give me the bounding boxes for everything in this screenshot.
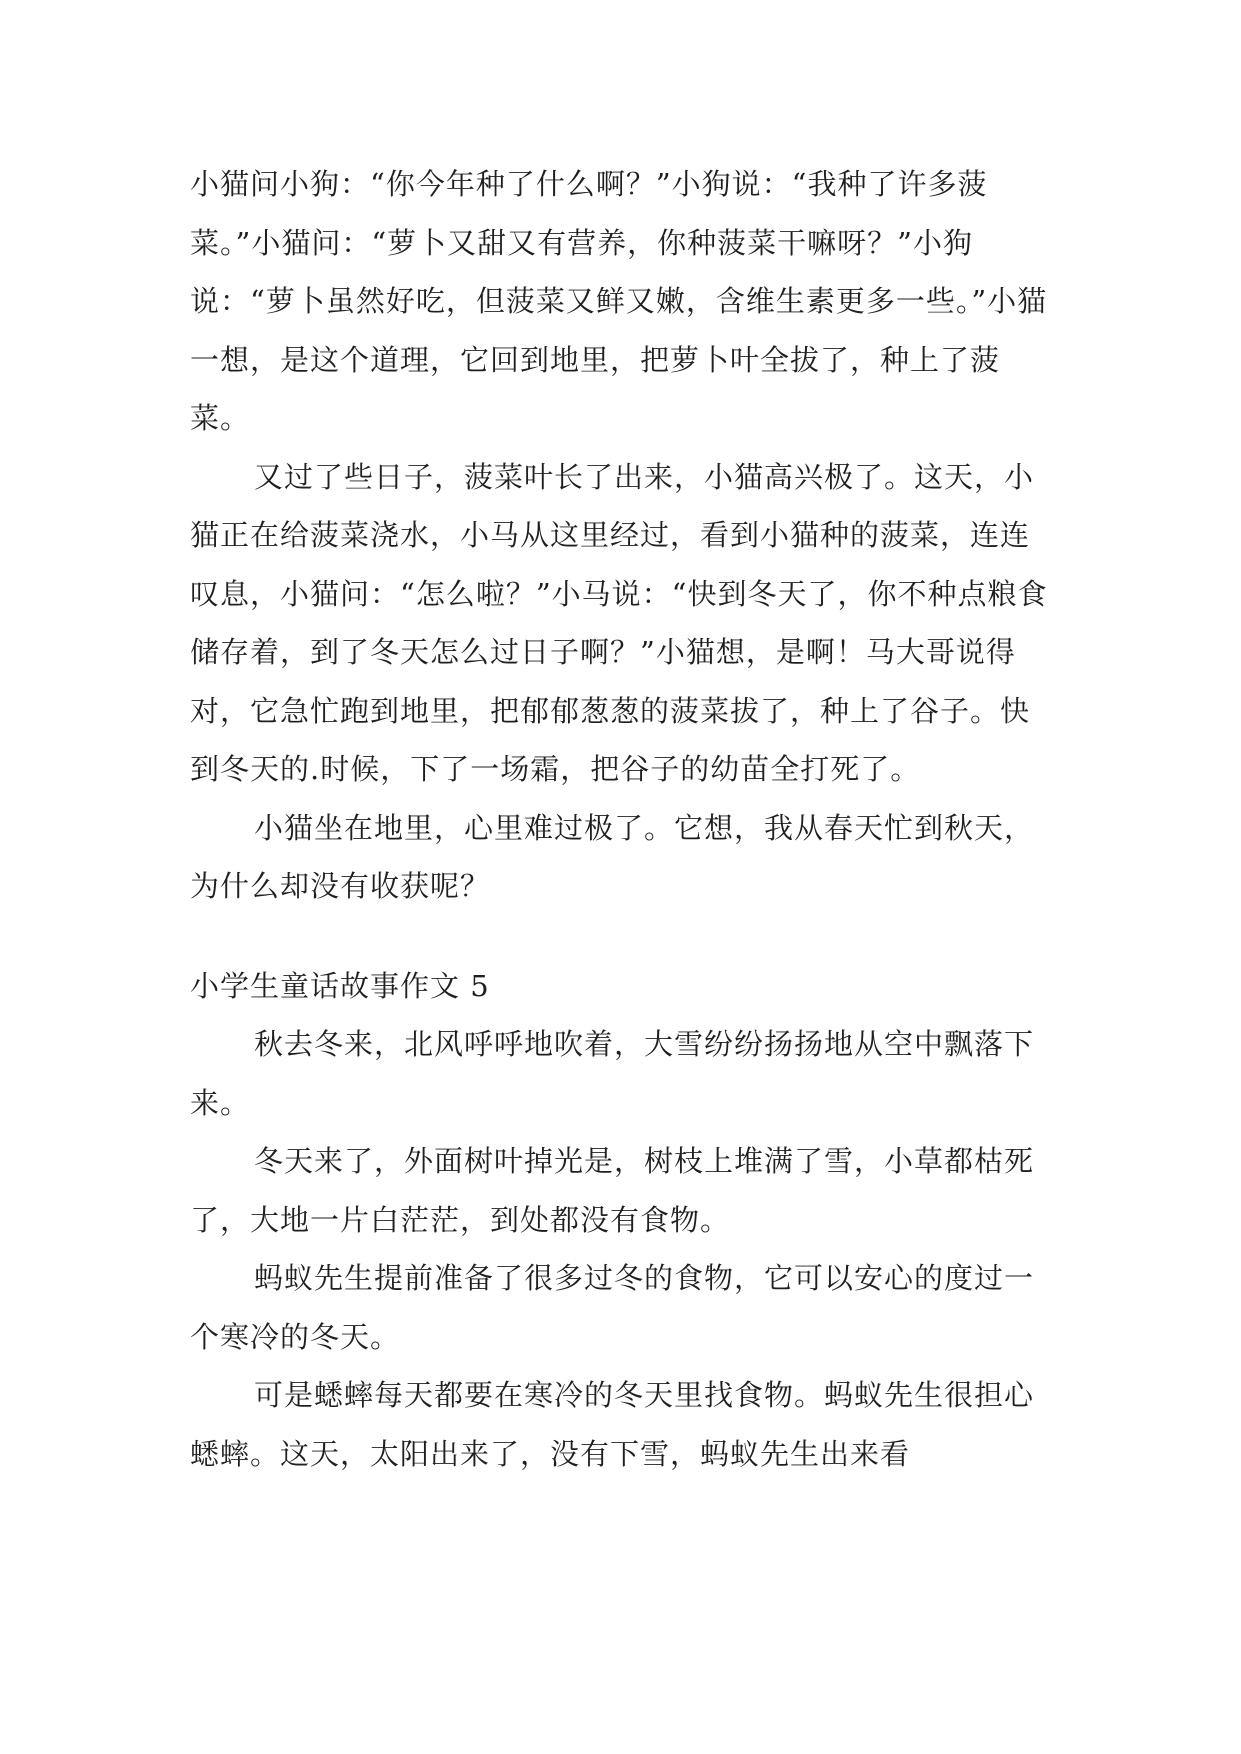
paragraph-keshi-xishuai: 可是蟋蟀每天都要在寒冷的冬天里找食物。蚂蚁先生很担心蟋蟀。这天，太阳出来了，没有下雪，蚂蚁先生出来看 xyxy=(190,1378,1035,1471)
paragraph-youguole-xie-rizi: 又过了些日子，菠菜叶长了出来，小猫高兴极了。这天，小猫正在给菠菜浇水，小马从这里经过，看到小猫种的菠菜，连连叹息，小猫问：“怎么啦？”小马说：“快到冬天了，你不种点粮食储存着，到了冬天怎么过日子啊？”小猫想，是啊！马大哥说得对，它急忙跑到地里，把郁郁葱葱的菠菜拔了，种上了谷子。快到冬天的.时候，下了一场霜，把谷子的幼苗全打死了。 xyxy=(190,459,1048,786)
paragraph-qiuqu-donglai: 秋去冬来，北风呼呼地吹着，大雪纷纷扬扬地从空中飘落下来。 xyxy=(190,1027,1035,1120)
paragraph-xiaomao-wen-xiaogou: 小猫问小狗：“你今年种了什么啊？”小狗说：“我种了许多菠菜。”小猫问：“萝卜又甜又有营养，你种菠菜干嘛呀？”小狗说：“萝卜虽然好吃，但菠菜又鲜又嫩，含维生素更多一些。”小猫一想，是这个道理，它回到地里，把萝卜叶全拔了，种上了菠菜。 xyxy=(190,167,1048,435)
section-title: 小学生童话故事作文 5 xyxy=(190,968,490,1003)
paragraph-mayi-xiansheng: 蚂蚁先生提前准备了很多过冬的食物，它可以安心的度过一个寒冷的冬天。 xyxy=(190,1261,1035,1354)
paragraph-dongtian-laile: 冬天来了，外面树叶掉光是，树枝上堆满了雪，小草都枯死了，大地一片白茫茫，到处都没有食物。 xyxy=(190,1144,1035,1237)
paragraph-xiaomao-zuozai-dili: 小猫坐在地里，心里难过极了。它想，我从春天忙到秋天，为什么却没有收获呢？ xyxy=(190,810,1035,903)
document-body xyxy=(190,155,1050,1483)
